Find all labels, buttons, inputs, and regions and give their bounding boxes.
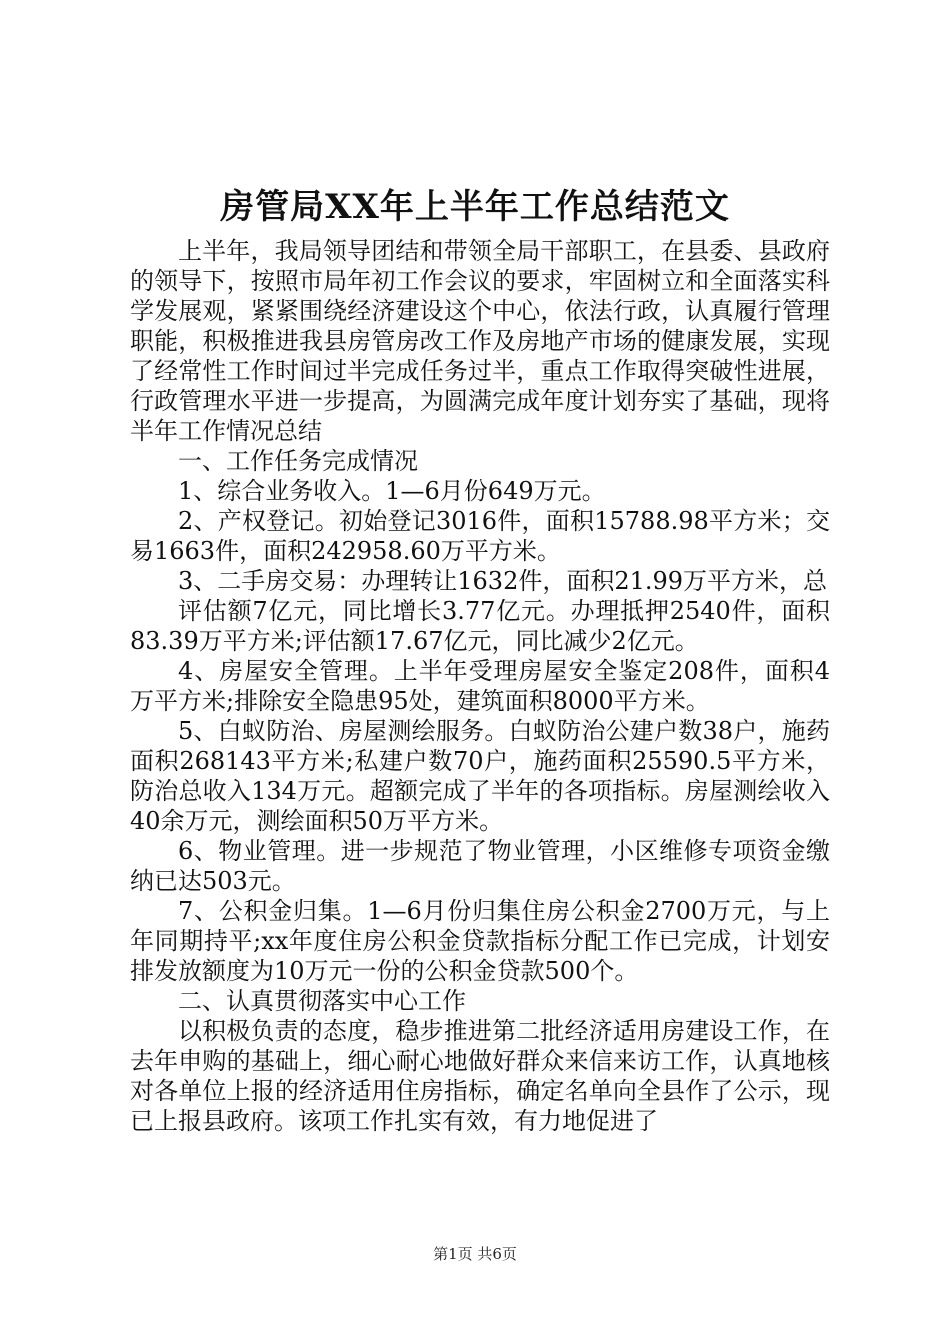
section-heading-2: 二、认真贯彻落实中心工作 xyxy=(178,987,466,1015)
paragraph-item-7: 7、公积金归集。1—6月份归集住房公积金2700万元，与上年同期持平;xx年度住房公积金贷款指标分配工作已完成，计划安排发放额度为10万元一份的公积金贷款500个。 xyxy=(130,897,830,985)
paragraph-item-4: 4、房屋安全管理。上半年受理房屋安全鉴定208件，面积4万平方米;排除安全隐患95处，建筑面积8000平方米。 xyxy=(130,657,830,715)
paragraph-section-2: 以积极负责的态度，稳步推进第二批经济适用房建设工作，在去年申购的基础上，细心耐心地做好群众来信来访工作，认真地核对各单位上报的经济适用住房指标，确定名单向全县作了公示，现已上报县政府。该项工作扎实有效，有力地促进了 xyxy=(130,1017,830,1135)
document-body xyxy=(130,236,830,1136)
paragraph-item-1: 1、综合业务收入。1—6月份649万元。 xyxy=(178,477,606,505)
paragraph-item-2: 2、产权登记。初始登记3016件，面积15788.98平方米；交易1663件，面积242958.60万平方米。 xyxy=(130,507,830,565)
page-number-footer: 第1页 共6页 xyxy=(433,1245,517,1263)
paragraph-item-3a: 3、二手房交易：办理转让1632件，面积21.99万平方米，总 xyxy=(178,567,828,595)
paragraph-intro: 上半年，我局领导团结和带领全局干部职工，在县委、县政府的领导下，按照市局年初工作会议的要求，牢固树立和全面落实科学发展观，紧紧围绕经济建设这个中心，依法行政，认真履行管理职能，积极推进我县房管房改工作及房地产市场的健康发展，实现了经常性工作时间过半完成任务过半，重点工作取得突破性进展，行政管理水平进一步提高，为圆满完成年度计划夯实了基础，现将半年工作情况总结 xyxy=(130,237,830,445)
document-title: 房管局XX年上半年工作总结范文 xyxy=(220,187,730,227)
section-heading-1: 一、工作任务完成情况 xyxy=(178,447,418,475)
paragraph-item-6: 6、物业管理。进一步规范了物业管理，小区维修专项资金缴纳已达503元。 xyxy=(130,837,830,895)
paragraph-item-3b: 评估额7亿元，同比增长3.77亿元。办理抵押2540件，面积83.39万平方米;评估额17.67亿元，同比减少2亿元。 xyxy=(130,597,830,655)
paragraph-item-5: 5、白蚁防治、房屋测绘服务。白蚁防治公建户数38户，施药面积268143平方米;私建户数70户，施药面积25590.5平方米，防治总收入134万元。超额完成了半年的各项指标。房屋测绘收入40余万元，测绘面积50万平方米。 xyxy=(130,717,830,835)
